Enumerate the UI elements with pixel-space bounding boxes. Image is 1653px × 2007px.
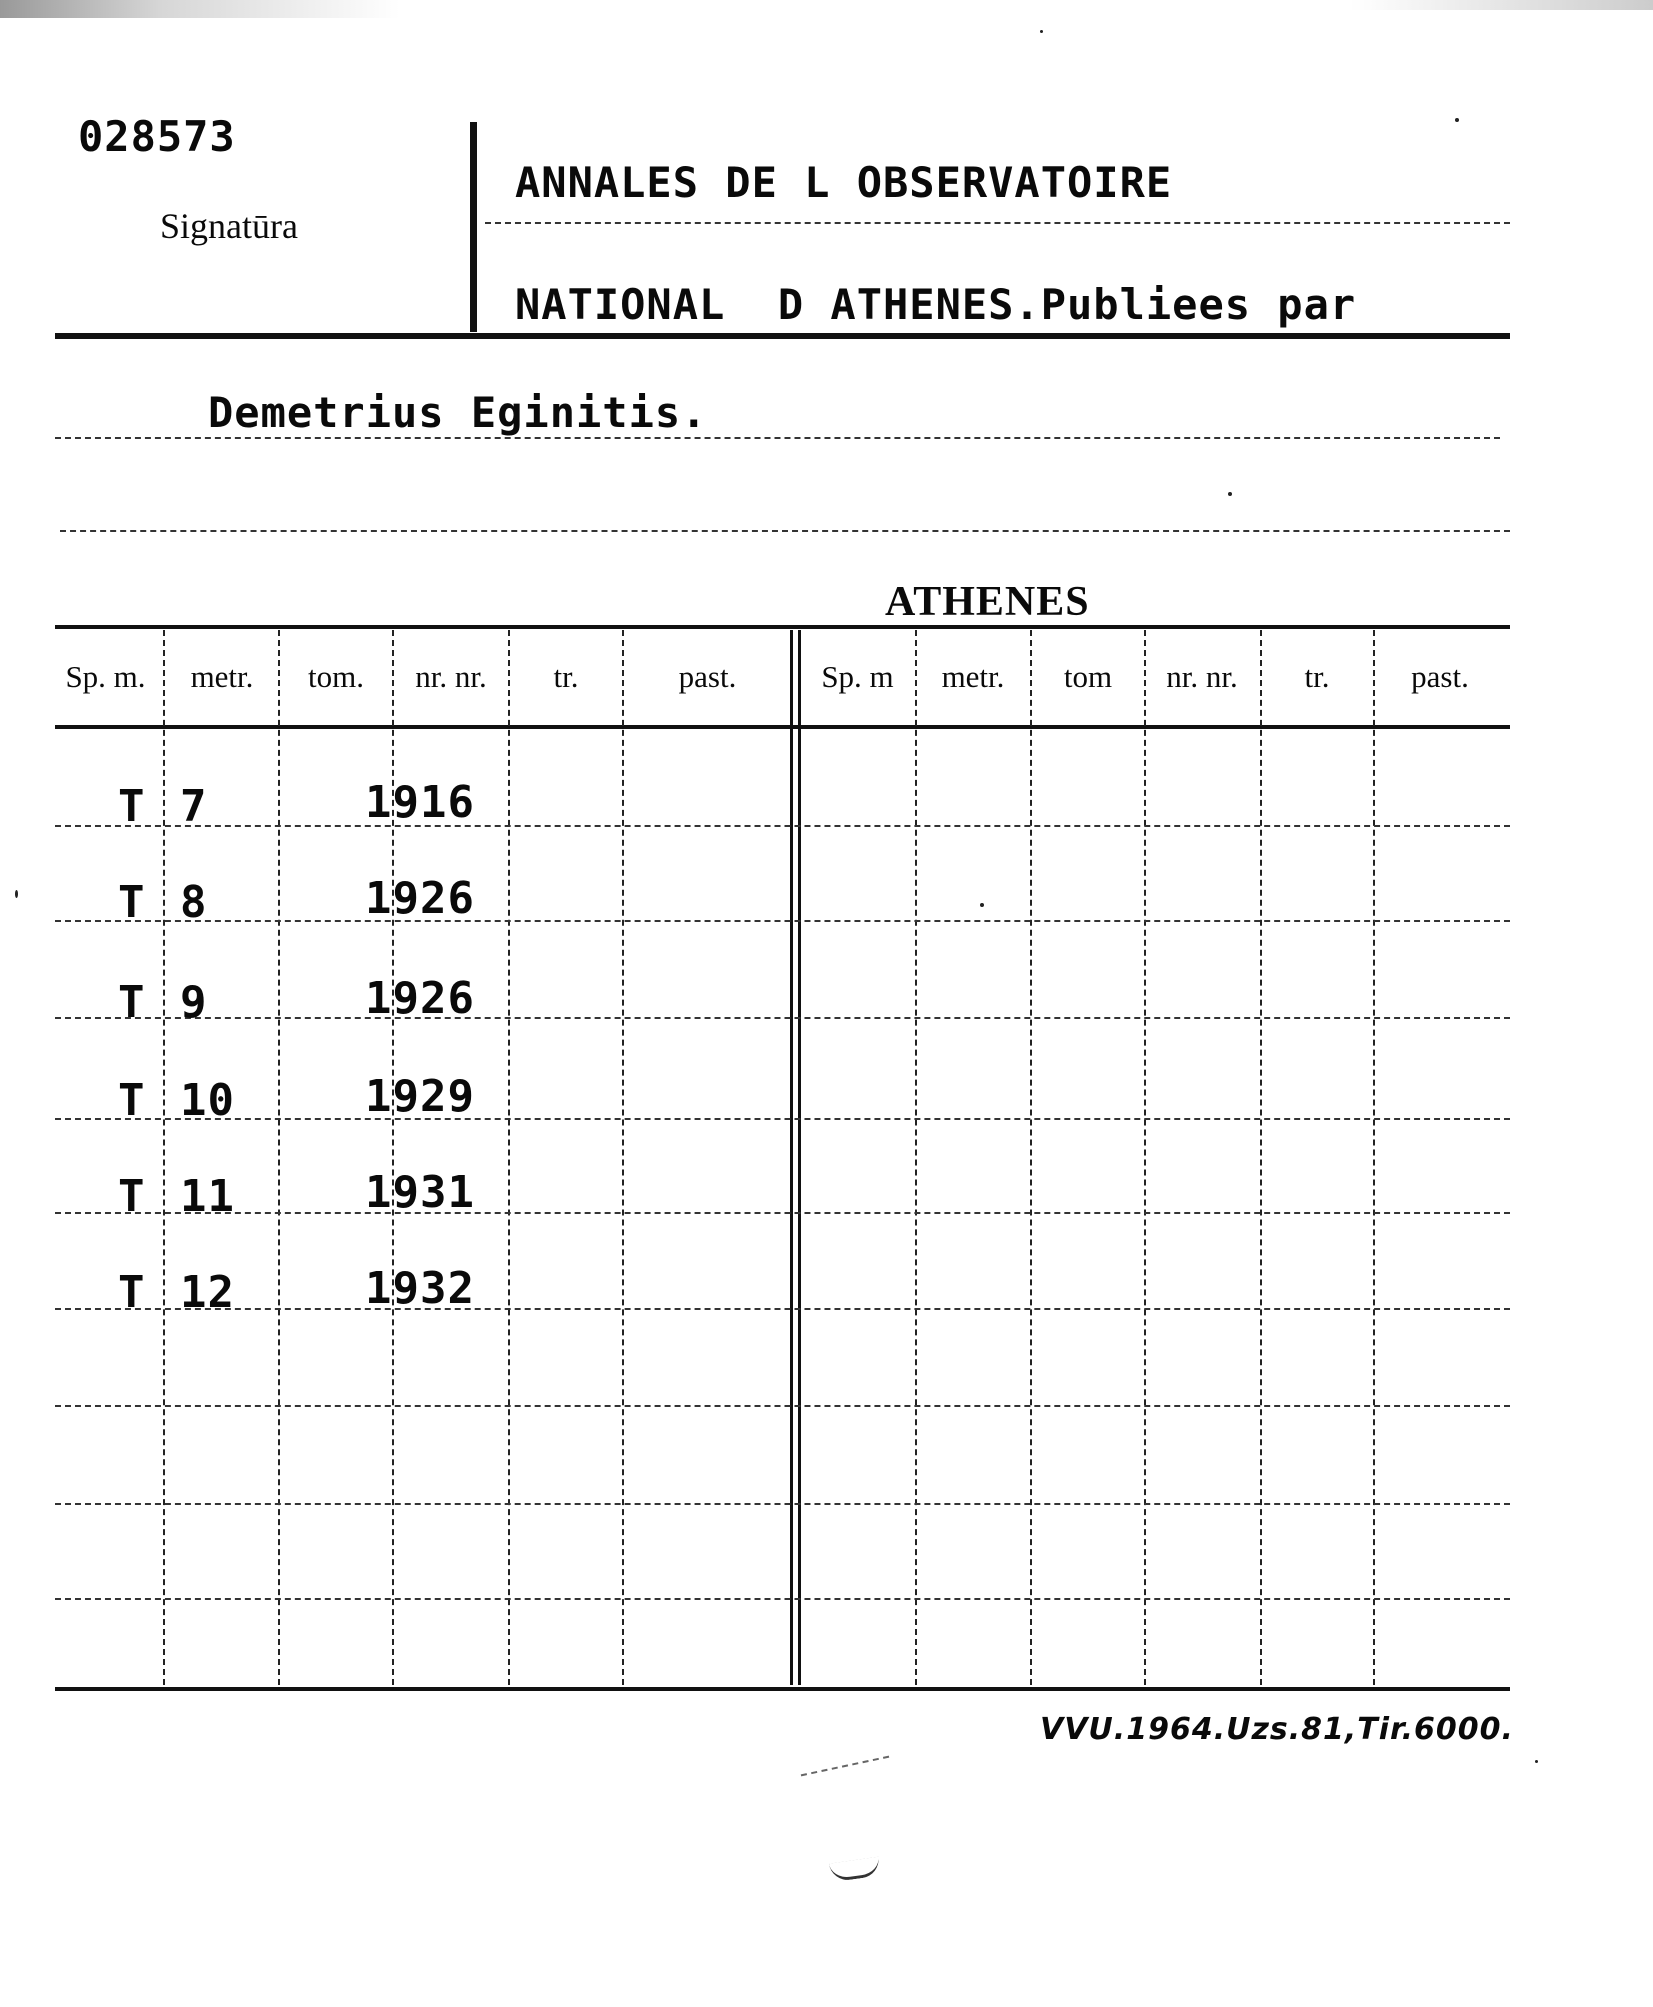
row-year: 1929 <box>365 1071 475 1122</box>
scan-speck <box>1535 1760 1538 1763</box>
scan-edge-noise-right <box>1350 0 1653 10</box>
scan-speck <box>1228 492 1232 496</box>
row-series: T <box>118 977 146 1028</box>
header-left-nr-nr: nr. nr. <box>415 659 487 694</box>
header-right-tr: tr. <box>1304 659 1330 694</box>
row-series: T <box>118 1171 146 1222</box>
col-line-11 <box>1373 630 1375 1685</box>
table-top-rule <box>55 625 1510 629</box>
row-year: 1926 <box>365 873 475 924</box>
col-line-8 <box>1030 630 1032 1685</box>
row-rule-7 <box>55 1405 1510 1407</box>
row-rule-6 <box>55 1308 1510 1310</box>
title-line-3: Demetrius Eginitis. <box>208 388 708 437</box>
title-rule-main <box>55 333 1510 339</box>
checkmark-icon <box>829 1857 881 1883</box>
row-year: 1932 <box>365 1263 475 1314</box>
col-line-9 <box>1144 630 1146 1685</box>
scan-speck <box>15 890 18 898</box>
col-line-4 <box>508 630 510 1685</box>
title-divider <box>470 122 477 332</box>
row-year: 1931 <box>365 1167 475 1218</box>
row-rule-5 <box>55 1212 1510 1214</box>
row-volume: 10 <box>180 1075 235 1126</box>
accession-number: 028573 <box>78 112 236 161</box>
row-rule-9 <box>55 1598 1510 1600</box>
col-divider-b <box>798 630 801 1685</box>
pencil-mark <box>801 1756 889 1777</box>
row-volume: 9 <box>180 977 208 1028</box>
table-bottom-rule <box>55 1687 1510 1691</box>
scan-edge-noise <box>0 0 400 18</box>
row-year: 1926 <box>365 973 475 1024</box>
header-left-sp-m: Sp. m. <box>65 659 146 694</box>
row-rule-8 <box>55 1503 1510 1505</box>
row-rule-3 <box>55 1017 1510 1019</box>
title-rule-4 <box>60 530 1510 532</box>
title-rule-3 <box>55 437 1500 439</box>
scan-speck <box>980 903 984 907</box>
place-label: ATHENES <box>885 579 1090 625</box>
row-rule-4 <box>55 1118 1510 1120</box>
header-right-nr-nr: nr. nr. <box>1166 659 1238 694</box>
header-right-past: past. <box>1411 659 1469 694</box>
title-rule-1 <box>485 222 1510 224</box>
header-left-tom: tom. <box>308 659 364 694</box>
row-series: T <box>118 781 146 832</box>
row-rule-2 <box>55 920 1510 922</box>
row-volume: 12 <box>180 1267 235 1318</box>
header-right-sp-m: Sp. m <box>821 659 894 694</box>
signature-label: Signatūra <box>160 206 298 246</box>
table-header-rule <box>55 725 1510 729</box>
row-volume: 8 <box>180 877 208 928</box>
header-left-past: past. <box>678 659 737 694</box>
title-line-2: NATIONAL D ATHENES.Publiees par <box>515 280 1357 329</box>
scan-speck <box>1455 118 1459 122</box>
row-series: T <box>118 877 146 928</box>
col-divider-a <box>790 630 793 1685</box>
col-line-1 <box>163 630 165 1685</box>
col-line-2 <box>278 630 280 1685</box>
row-year: 1916 <box>365 777 475 828</box>
header-left-tr: tr. <box>553 659 579 694</box>
row-rule-1 <box>55 825 1510 827</box>
row-volume: 7 <box>180 781 208 832</box>
scan-speck <box>1040 30 1043 33</box>
header-left-metr: metr. <box>190 659 254 694</box>
row-series: T <box>118 1267 146 1318</box>
row-series: T <box>118 1075 146 1126</box>
col-line-7 <box>915 630 917 1685</box>
col-line-10 <box>1260 630 1262 1685</box>
printer-note: VVU.1964.Uzs.81,Tir.6000. <box>1040 1712 1514 1747</box>
header-right-metr: metr. <box>941 659 1005 694</box>
header-right-tom: tom <box>1063 659 1113 694</box>
col-line-5 <box>622 630 624 1685</box>
title-line-1: ANNALES DE L OBSERVATOIRE <box>515 158 1173 207</box>
row-volume: 11 <box>180 1171 235 1222</box>
